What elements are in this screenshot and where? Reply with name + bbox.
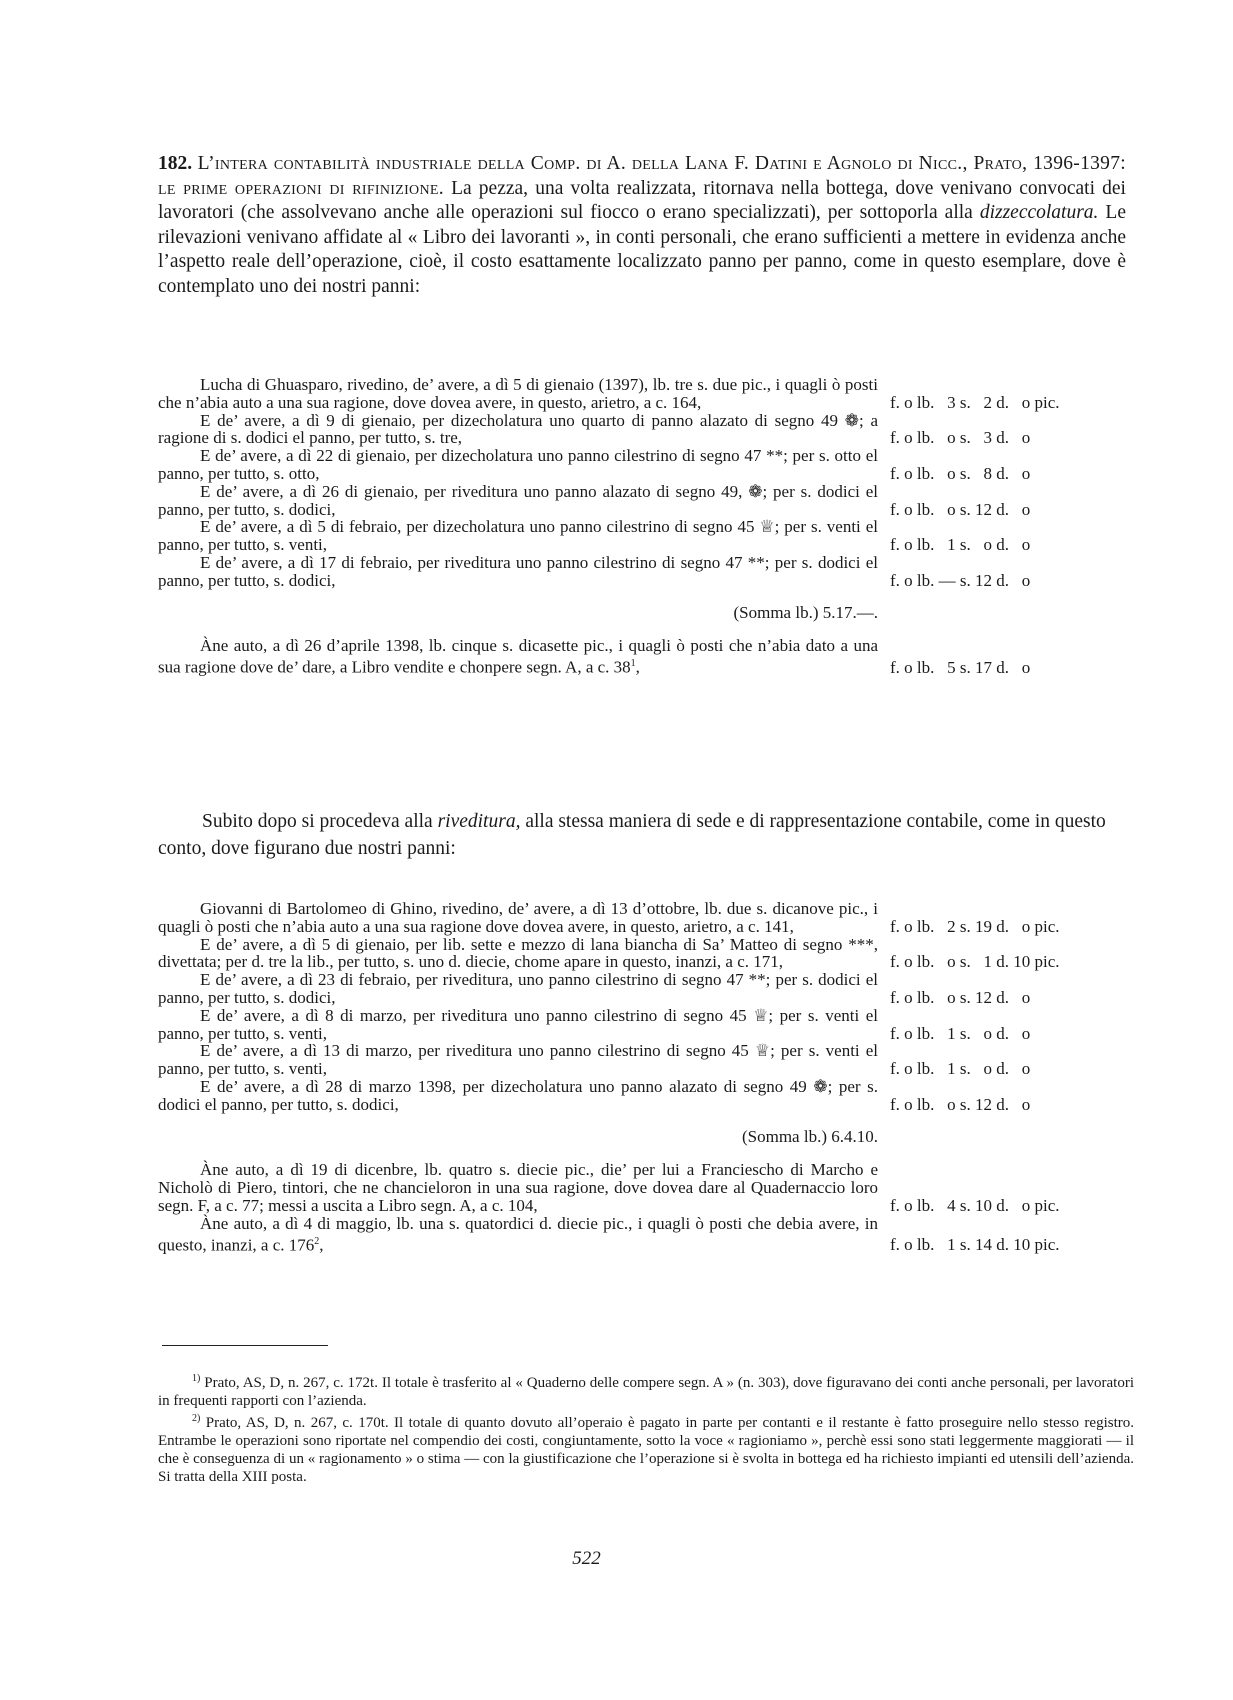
entry-text: Àne auto, a dì 19 di dicenbre, lb. quatro s. diecie pic., die’ per lui a Franciescho di Marcho e Nicholò di Piero, tintori, che ne chancieloron in una sua ragione, dove dovea dare al Quadernaccio loro segn. F, a c. 77; messi a uscita a Libro segn. A, a c. 104, [158,1160,878,1215]
entry-amount: f. o lb. o s. 3 d. o [890,428,1031,448]
page-number: 522 [572,1548,601,1569]
entry-amount: f. o lb. — s. 12 d. o [890,570,1031,590]
account-entry [158,1007,1138,1043]
section-title: L’intera contabilità industriale della Comp. di A. della Lana F. Datini e Agnolo di Nicc., Prato, 1396-1397: le prime operazioni di rifinizione. [158,153,1127,199]
account-entry [158,1078,1138,1114]
para-text-a: Subito dopo si procedeva alla [202,811,433,832]
entry-amount: f. o lb. 1 s. 14 d. 10 pic. [890,1235,1060,1255]
entry-amount: f. o lb. 4 s. 10 d. o pic. [890,1195,1060,1215]
footnote-text: Prato, AS, D, n. 267, c. 170t. Il totale di quanto dovuto all’operaio è pagato in parte per contanti e il restante è fatto proseguire nello stesso registro. Entrambe le operazioni sono riportate nel compendio dei costi, congiuntamente, sotto la voce « ragioniamo », perchè essi sono stati leggermente maggiorati — il che è conseguenza di un « ragionamento » o stima — con la giustificazione che l’operazione si è svolta in bottega ed ha richiesto impianti ed utensili dell’azienda. Si tratta della XIII posta. [158,1415,1134,1485]
account-sum: (Somma lb.) 6.4.10. [742,1126,878,1146]
entry-text: E de’ avere, a dì 26 di gienaio, per riveditura uno panno alazato di segno 49, ❁; per s. dodici el panno, per tutto, s. dodici, [158,481,878,519]
footnote-ref: 1 [630,658,636,670]
entry-text: E de’ avere, a dì 5 di gienaio, per lib. sette e mezzo di lana biancha di Sa’ Matteo di segno ***, divettata; per d. tre la lib., per tutto, s. uno d. diecie, chome apare in questo, inanzi, a c. 171, [158,934,878,972]
entry-amount: f. o lb. 1 s. o d. o [890,535,1031,555]
entry-text [158,1215,878,1254]
footnote-ref: 2 [314,1235,320,1247]
entry-text: E de’ avere, a dì 8 di marzo, per riveditura uno panno cilestrino di segno 45 ♕; per s. venti el panno, per tutto, s. venti, [158,1005,878,1043]
account-entry [158,900,1138,936]
entry-text: E de’ avere, a dì 13 di marzo, per riveditura uno panno cilestrino di segno 45 ♕; per s. venti el panno, per tutto, s. venti, [158,1041,878,1079]
account-sum: (Somma lb.) 5.17.—. [733,602,878,622]
closing-tail: , [319,1235,324,1255]
account-closing-entry [158,1161,1138,1214]
footnote-mark: 2) [192,1413,201,1424]
footnote-text: Prato, AS, D, n. 267, c. 172t. Il totale è trasferito al « Quaderno delle compere segn. A » (n. 303), dove figuravano dei conti anche personali, per lavoratori in frequenti rapporti con l’azienda. [158,1375,1134,1409]
footnote [158,1370,1134,1410]
entry-text: Giovanni di Bartolomeo di Ghino, rivedino, de’ avere, a dì 13 d’ottobre, lb. due s. dicanove pic., i quagli ò posti che n’abia auto a una sua ragione dove dovea avere, in questo, arietro, a c. 141, [158,899,878,936]
account-entry [158,1042,1138,1078]
entry-amount: f. o lb. 3 s. 2 d. o pic. [890,392,1060,412]
account-lucha [158,376,1138,677]
account-entry [158,554,1138,590]
account-entry [158,376,1138,412]
entry-amount: f. o lb. o s. 8 d. o [890,463,1031,483]
para-italic-term: riveditura, [437,811,521,832]
account-closing-entry [158,1215,1138,1254]
account-entry [158,483,1138,519]
entry-text: E de’ avere, a dì 23 di febraio, per riveditura, uno panno cilestrino di segno 47 **; per s. dodici el panno, per tutto, s. dodici, [158,970,878,1007]
entry-amount: f. o lb. o s. 12 d. o [890,499,1031,519]
section-heading [158,152,1126,299]
account-entry [158,412,1138,448]
heading-text-a: La pezza, una volta realizzata, ritornava nella bottega, dove venivano convocati dei lavoratori (che assolvevano anche alle operazioni sul fiocco o erano specializzati), per sottoporla alla [158,177,1126,223]
entry-amount: f. o lb. o s. 12 d. o [890,987,1031,1007]
footnote-divider [162,1345,328,1346]
entry-amount: f. o lb. 5 s. 17 d. o [890,657,1031,677]
entry-amount: f. o lb. 1 s. o d. o [890,1059,1031,1079]
heading-italic-term: dizzeccolatura. [979,202,1099,223]
entry-text: E de’ avere, a dì 9 di gienaio, per dizecholatura uno quarto di panno alazato di segno 49 ❁; a ragione di s. dodici el panno, per tutto, s. tre, [158,410,878,448]
footnotes [158,1370,1134,1486]
entry-text: E de’ avere, a dì 17 di febraio, per riveditura uno panno cilestrino di segno 47 **; per s. dodici el panno, per tutto, s. dodici, [158,552,878,590]
account-entry [158,971,1138,1007]
entry-amount: f. o lb. o s. 1 d. 10 pic. [890,952,1060,972]
closing-text: Àne auto, a dì 4 di maggio, lb. una s. quatordici d. diecie pic., i quagli ò posti che debia avere, in questo, inanzi, a c. 176 [158,1213,878,1255]
account-giovanni [158,900,1138,1254]
entry-text: E de’ avere, a dì 22 di gienaio, per dizecholatura uno panno cilestrino di segno 47 **; per s. otto el panno, per tutto, s. otto, [158,446,878,483]
entry-text: E de’ avere, a dì 5 di febraio, per dizecholatura uno panno cilestrino di segno 45 ♕; per s. venti el panno, per tutto, s. venti, [158,517,878,555]
section-number: 182. [158,153,193,174]
closing-text: Àne auto, a dì 26 d’aprile 1398, lb. cinque s. dicasette pic., i quagli ò posti che n’abia dato a una sua ragione dove de’ dare, a Libro vendite e chonpere segn. A, a c. 38 [158,636,878,677]
entry-text: E de’ avere, a dì 28 di marzo 1398, per dizecholatura uno panno alazato di segno 49 ❁; per s. dodici el panno, per tutto, s. dodici, [158,1076,878,1114]
footnote [158,1410,1134,1486]
entry-text: Lucha di Ghuasparo, rivedino, de’ avere, a dì 5 di gienaio (1397), lb. tre s. due pic., i quagli ò posti che n’abia auto a una sua ragione, dove dovea avere, in questo, arietro, a c. 164, [158,375,878,412]
account-closing-entry [158,637,1138,676]
heading-text-b: Le rilevazioni venivano affidate al « Libro dei lavoranti », in conti personali, che erano sufficienti a mettere in evidenza anche l’aspetto reale dell’operazione, cioè, il costo esattamente localizzato panno per panno, come in questo esemplare, dove è contemplato uno dei nostri panni: [158,202,1126,297]
entry-amount: f. o lb. o s. 12 d. o [890,1094,1031,1114]
para-text-b: alla stessa maniera di sede e di rappresentazione contabile, come in questo conto, dove figurano due nostri panni: [158,811,1106,859]
account-entry [158,447,1138,483]
account-entry [158,518,1138,554]
entry-amount: f. o lb. 2 s. 19 d. o pic. [890,916,1060,936]
closing-tail: , [635,657,640,677]
entry-amount: f. o lb. 1 s. o d. o [890,1023,1031,1043]
footnote-mark: 1) [192,1373,201,1384]
entry-text [158,637,878,676]
paragraph-riveditura [158,808,1126,862]
account-entry [158,936,1138,972]
